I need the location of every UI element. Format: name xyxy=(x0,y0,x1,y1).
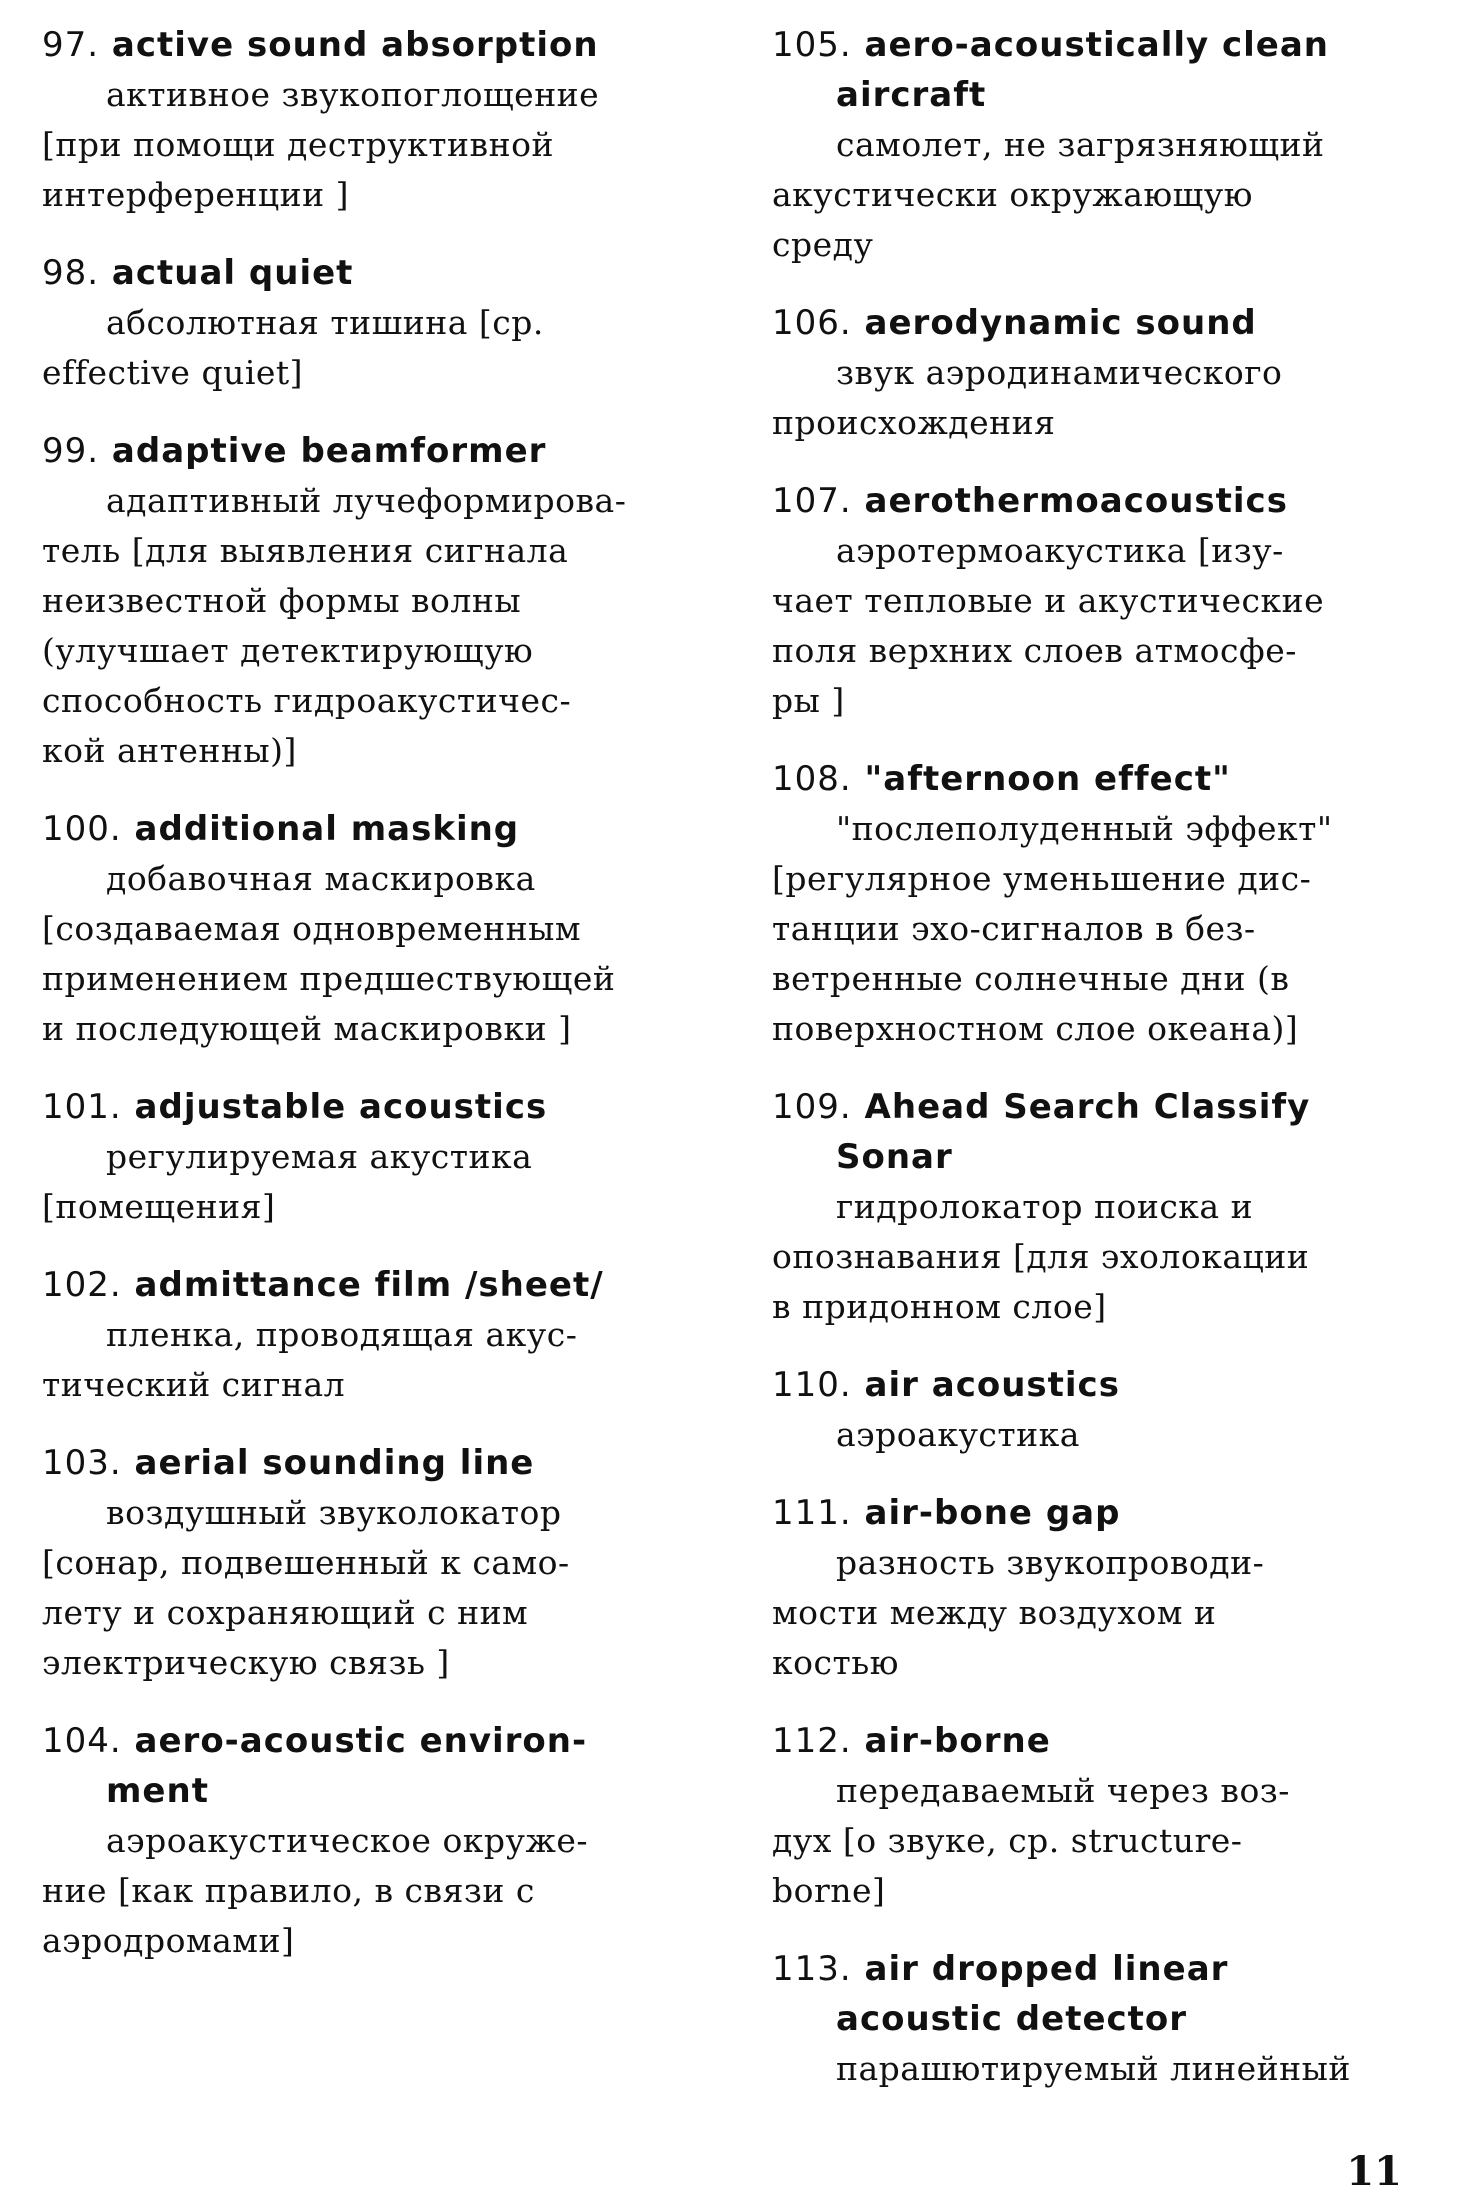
entry-translation-line: способность гидроакустичес- xyxy=(42,681,572,720)
entry-translation-line: [регулярное уменьшение дис- xyxy=(772,859,1312,898)
entry-number: 106. xyxy=(772,303,852,343)
glossary-entry xyxy=(42,1716,692,1966)
entry-term-text: additional masking xyxy=(134,809,520,849)
entry-translation-line: дух [о звуке, ср. structure- xyxy=(772,1821,1243,1860)
entry-term-line xyxy=(772,1360,1432,1410)
entry-translation-line: effective quiet] xyxy=(42,353,304,392)
entry-term-text: aerial sounding line xyxy=(134,1443,535,1483)
entry-number: 97. xyxy=(42,25,100,65)
glossary-entry xyxy=(42,1260,692,1410)
entry-translation-line: акустически окружающую xyxy=(772,175,1254,214)
entry-translation-line: парашютируемый линейный xyxy=(836,2049,1351,2088)
entry-number: 112. xyxy=(772,1721,852,1761)
entry-translation-line: ветренные солнечные дни (в xyxy=(772,959,1290,998)
entry-translation-line: тический сигнал xyxy=(42,1365,346,1404)
entry-term-line xyxy=(772,754,1432,804)
glossary-entry xyxy=(42,426,692,776)
entry-translation-line: происхождения xyxy=(772,403,1056,442)
entry-number: 109. xyxy=(772,1087,852,1127)
entry-translation-line: активное звукопоглощение xyxy=(106,75,600,114)
entry-translation-line: костью xyxy=(772,1643,899,1682)
entry-number: 101. xyxy=(42,1087,122,1127)
entry-translation-line: танции эхо-сигналов в без- xyxy=(772,909,1256,948)
glossary-entry xyxy=(772,476,1432,726)
entry-translation-line: применением предшествующей xyxy=(42,959,616,998)
glossary-entry xyxy=(42,1082,692,1232)
entry-term-text: aircraft xyxy=(836,75,987,115)
glossary-entry xyxy=(772,1360,1432,1460)
entry-term-text: admittance film /sheet/ xyxy=(134,1265,604,1305)
entry-translation-line: аэротермоакустика [изу- xyxy=(836,531,1284,570)
entry-term-text: active sound absorption xyxy=(111,25,599,65)
entry-translation-line: аэродромами] xyxy=(42,1921,295,1960)
entry-translation-line: электрическую связь ] xyxy=(42,1643,450,1682)
entry-term-text: "afternoon effect" xyxy=(864,759,1231,799)
entry-term-line xyxy=(772,70,1432,120)
entry-term-text: aero-acoustically clean xyxy=(864,25,1330,65)
entry-translation-line: в придонном слое] xyxy=(772,1287,1107,1326)
entry-number: 103. xyxy=(42,1443,122,1483)
entry-term-text: Sonar xyxy=(836,1137,953,1177)
entry-term-line xyxy=(42,804,692,854)
entry-term-line xyxy=(772,1994,1432,2044)
entry-term-line xyxy=(42,1438,692,1488)
entry-term-line xyxy=(772,1132,1432,1182)
entry-number: 113. xyxy=(772,1949,852,1989)
entry-number: 104. xyxy=(42,1721,122,1761)
entry-translation-line: аэроакустика xyxy=(836,1415,1080,1454)
entry-translation-line: и последующей маскировки ] xyxy=(42,1009,572,1048)
entry-translation-line: передаваемый через воз- xyxy=(836,1771,1290,1810)
glossary-entry xyxy=(772,298,1432,448)
entry-translation-line: [помещения] xyxy=(42,1187,276,1226)
entry-translation-line: аэроакустическое окруже- xyxy=(106,1821,589,1860)
entry-translation-line: лету и сохраняющий с ним xyxy=(42,1593,529,1632)
entry-translation-line: воздушный звуколокатор xyxy=(106,1493,562,1532)
entry-term-text: air-borne xyxy=(864,1721,1051,1761)
entry-term-line xyxy=(772,1488,1432,1538)
entry-term-line xyxy=(42,426,692,476)
entry-translation-line: добавочная маскировка xyxy=(106,859,536,898)
entry-translation-line: разность звукопроводи- xyxy=(836,1543,1265,1582)
entry-translation-line: поверхностном слое океана)] xyxy=(772,1009,1299,1048)
entry-translation-line: чает тепловые и акустические xyxy=(772,581,1325,620)
entry-number: 107. xyxy=(772,481,852,521)
glossary-entry xyxy=(42,248,692,398)
glossary-entry xyxy=(772,1488,1432,1688)
entry-term-line xyxy=(42,20,692,70)
entry-translation-line: пленка, проводящая акус- xyxy=(106,1315,578,1354)
entry-translation-line: мости между воздухом и xyxy=(772,1593,1217,1632)
entry-translation-line: ры ] xyxy=(772,681,845,720)
entry-term-text: Ahead Search Classify xyxy=(864,1087,1311,1127)
glossary-entry xyxy=(42,1438,692,1688)
entry-number: 100. xyxy=(42,809,122,849)
entry-term-line xyxy=(42,248,692,298)
entry-number: 99. xyxy=(42,431,100,471)
glossary-entry xyxy=(42,804,692,1054)
entry-term-text: air acoustics xyxy=(864,1365,1120,1405)
entry-translation-line: интерференции ] xyxy=(42,175,349,214)
entry-translation-line: адаптивный лучеформирова- xyxy=(106,481,627,520)
entry-term-text: aero-acoustic environ- xyxy=(134,1721,588,1761)
entry-number: 108. xyxy=(772,759,852,799)
entry-number: 98. xyxy=(42,253,100,293)
entry-translation-line: регулируемая акустика xyxy=(106,1137,533,1176)
entry-translation-line: borne] xyxy=(772,1871,886,1910)
entry-translation-line: ние [как правило, в связи с xyxy=(42,1871,535,1910)
entry-number: 111. xyxy=(772,1493,852,1533)
entry-term-text: air dropped linear xyxy=(864,1949,1229,1989)
page-number: 11 xyxy=(1346,2148,1402,2195)
left-column xyxy=(42,20,692,1994)
glossary-entry xyxy=(772,1716,1432,1916)
entry-term-line xyxy=(772,476,1432,526)
entry-term-line xyxy=(42,1716,692,1766)
entry-term-line xyxy=(42,1260,692,1310)
glossary-entry xyxy=(772,754,1432,1054)
entry-translation-line: самолет, не загрязняющий xyxy=(836,125,1325,164)
entry-term-text: adaptive beamformer xyxy=(111,431,547,471)
entry-translation-line: тель [для выявления сигнала xyxy=(42,531,569,570)
right-column xyxy=(772,20,1432,2122)
entry-translation-line: "послеполуденный эффект" xyxy=(836,809,1333,848)
entry-term-line xyxy=(772,1716,1432,1766)
entry-term-text: air-bone gap xyxy=(864,1493,1121,1533)
entry-translation-line: абсолютная тишина [ср. xyxy=(106,303,544,342)
glossary-entry xyxy=(42,20,692,220)
entry-term-line xyxy=(772,20,1432,70)
entry-term-text: adjustable acoustics xyxy=(134,1087,548,1127)
entry-term-text: acoustic detector xyxy=(836,1999,1188,2039)
entry-term-line xyxy=(772,1944,1432,1994)
entry-translation-line: кой антенны)] xyxy=(42,731,297,770)
entry-translation-line: неизвестной формы волны xyxy=(42,581,522,620)
entry-term-text: aerothermoacoustics xyxy=(864,481,1288,521)
entry-translation-line: опознавания [для эхолокации xyxy=(772,1237,1310,1276)
entry-term-line xyxy=(42,1766,692,1816)
entry-term-text: ment xyxy=(106,1771,209,1811)
entry-translation-line: звук аэродинамического xyxy=(836,353,1283,392)
glossary-entry xyxy=(772,1082,1432,1332)
entry-term-text: aerodynamic sound xyxy=(864,303,1257,343)
entry-number: 102. xyxy=(42,1265,122,1305)
entry-translation-line: гидролокатор поиска и xyxy=(836,1187,1254,1226)
entry-term-line xyxy=(772,298,1432,348)
entry-translation-line: среду xyxy=(772,225,874,264)
entry-translation-line: [при помощи деструктивной xyxy=(42,125,554,164)
glossary-entry xyxy=(772,20,1432,270)
entry-term-line xyxy=(42,1082,692,1132)
entry-number: 105. xyxy=(772,25,852,65)
entry-translation-line: [создаваемая одновременным xyxy=(42,909,582,948)
entry-translation-line: (улучшает детектирующую xyxy=(42,631,534,670)
entry-translation-line: поля верхних слоев атмосфе- xyxy=(772,631,1297,670)
entry-translation-line: [сонар, подвешенный к само- xyxy=(42,1543,570,1582)
entry-term-line xyxy=(772,1082,1432,1132)
glossary-entry xyxy=(772,1944,1432,2094)
entry-number: 110. xyxy=(772,1365,852,1405)
entry-term-text: actual quiet xyxy=(111,253,354,293)
